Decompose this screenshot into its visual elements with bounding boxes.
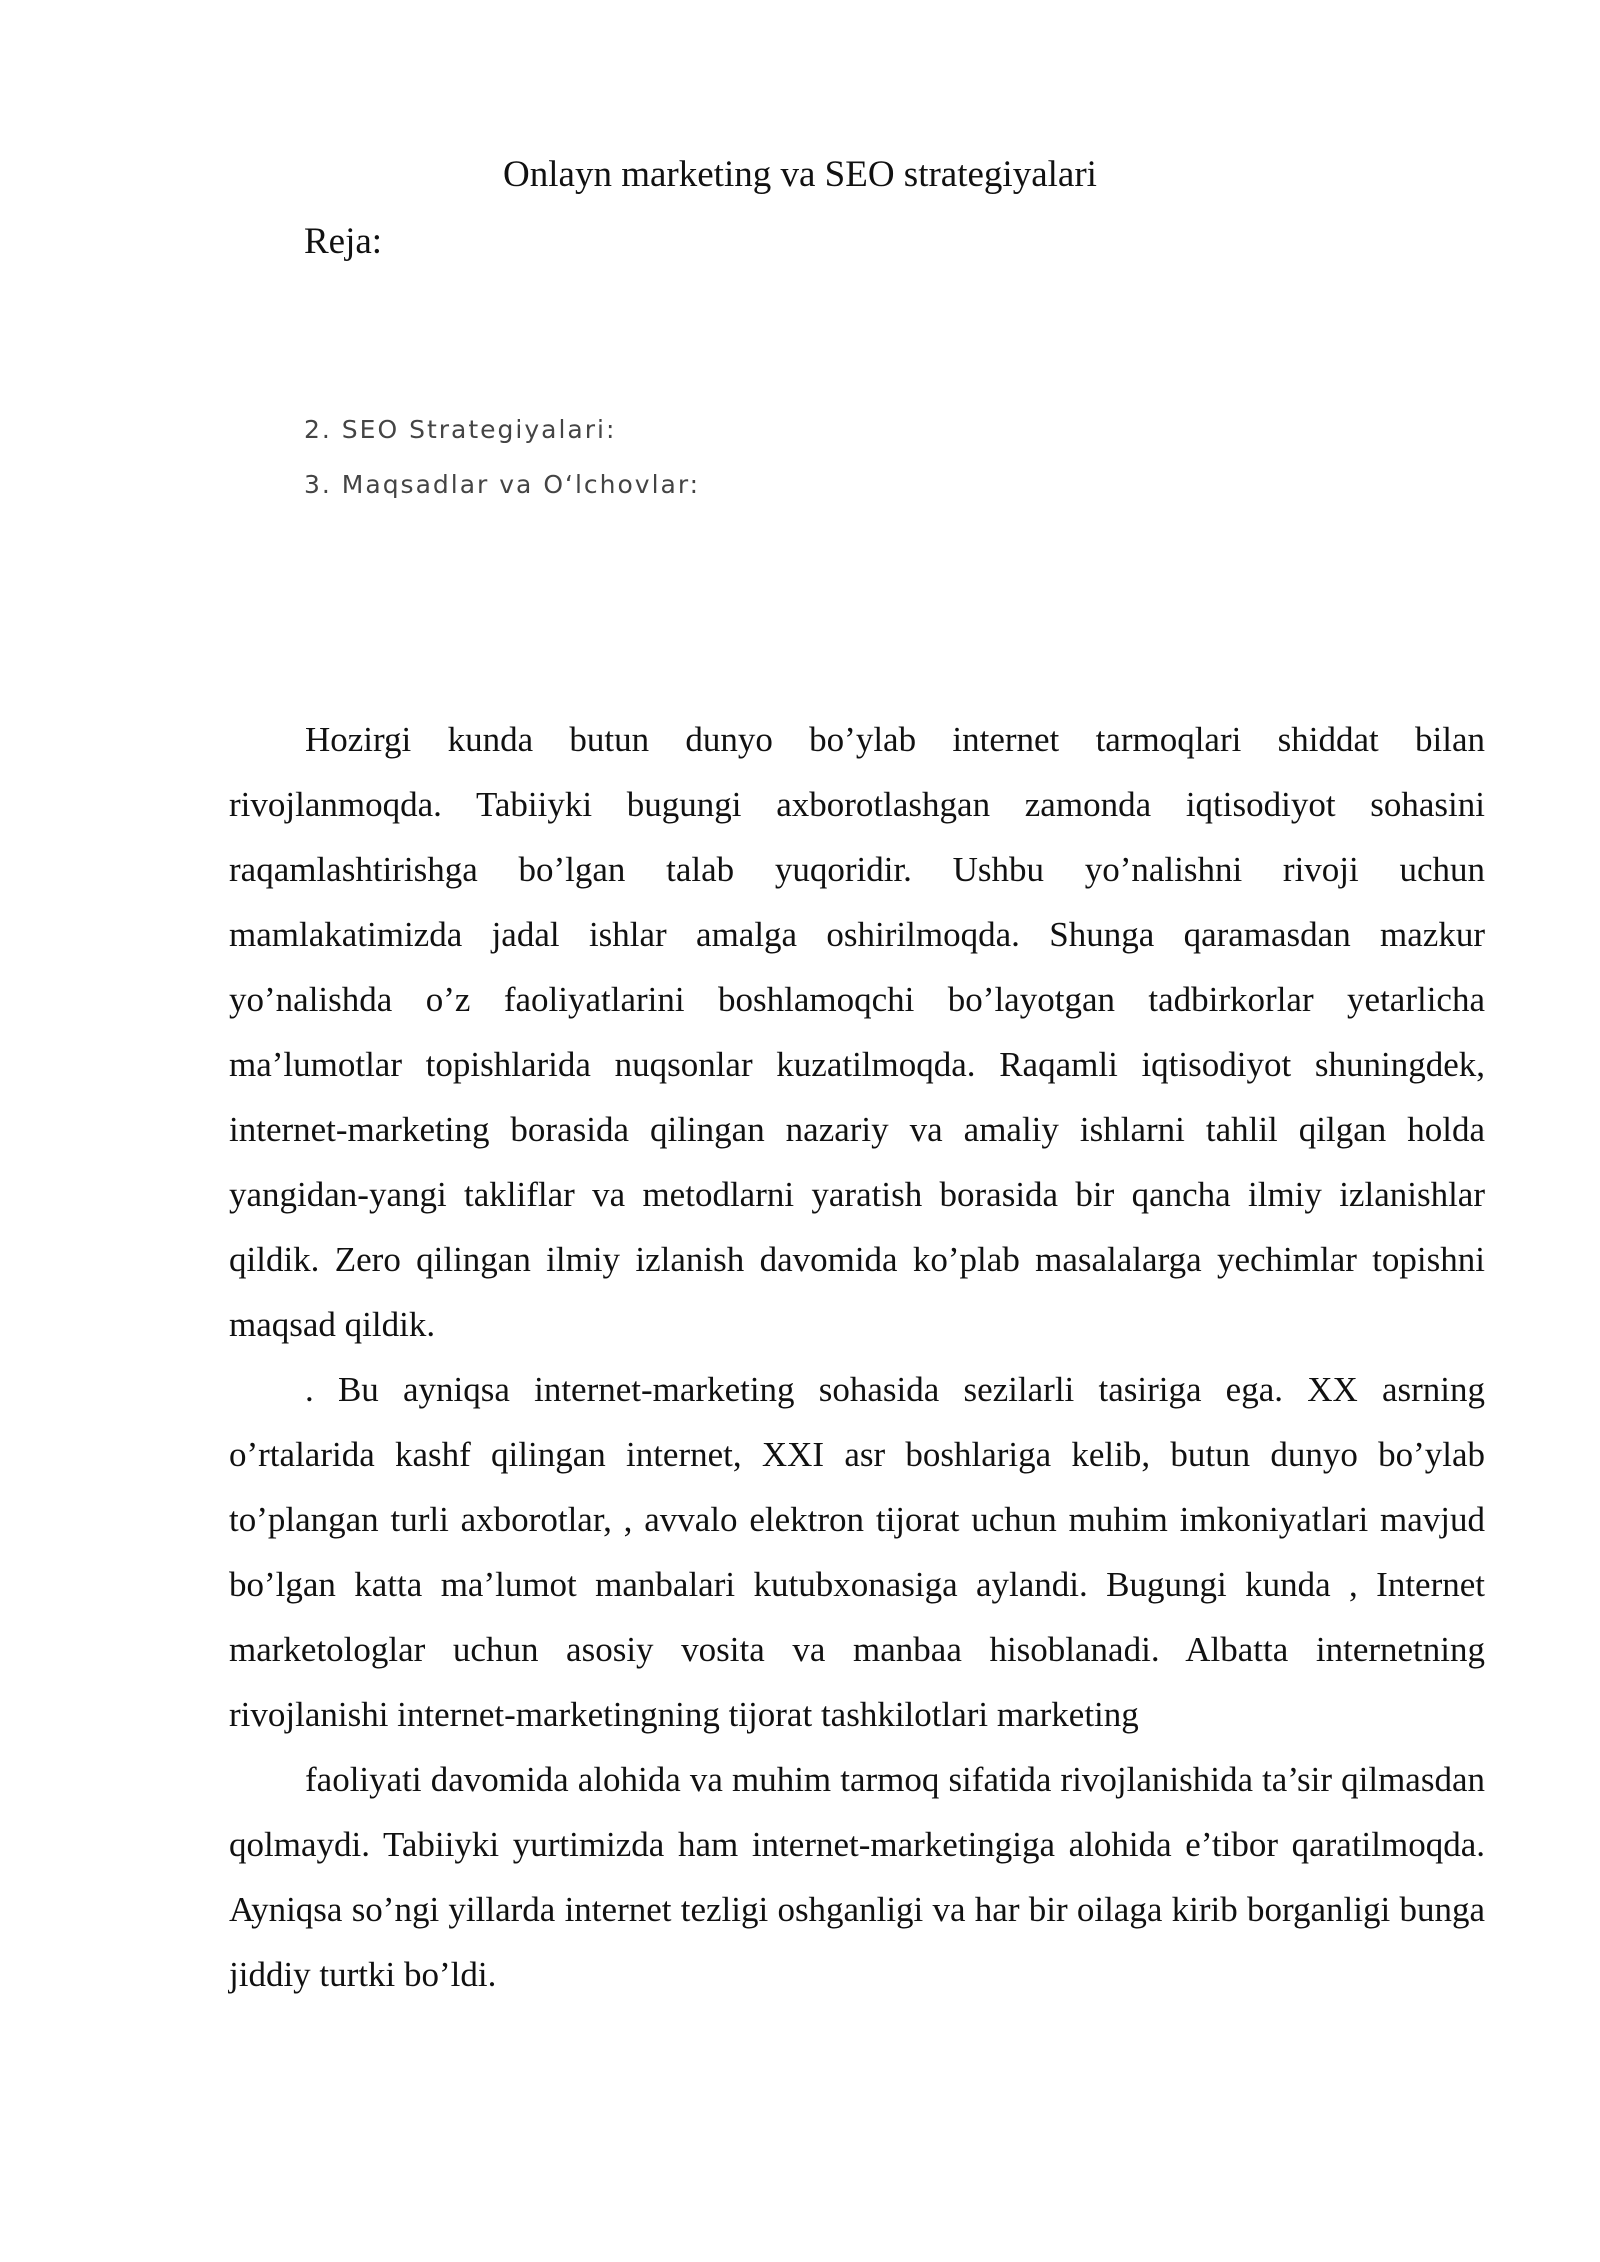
plan-list [304,410,700,520]
body-paragraph: . Bu ayniqsa internet-marketing sohasida sezilarli tasiriga ega. XX asrning o’rtalarida kashf qilingan internet, XXI asr boshlariga kelib, butun dunyo bo’ylab to’plangan turli axborotlar, , avvalo elektron tijorat uchun muhim imkoniyatlari mavjud bo’lgan katta ma’lumot manbalari kutubxonasiga aylandi. Bugungi kunda , Internet marketologlar uchun asosiy vosita va manbaa hisoblanadi. Albatta internetning rivojlanishi internet-marketingning tijorat tashkilotlari marketing [229,1370,1485,1734]
document-body [229,707,1485,2007]
body-paragraph: faoliyati davomida alohida va muhim tarmoq sifatida rivojlanishida ta’sir qilmasdan qolmaydi. Tabiiyki yurtimizda ham internet-marketingiga alohida e’tibor qaratilmoqda. Ayniqsa so’ngi yillarda internet tezligi oshganligi va har bir oilaga kirib borganligi bunga jiddiy turtki bo’ldi. [229,1760,1485,1994]
document-title: Onlayn marketing va SEO strategiyalari [503,154,1097,195]
plan-item: 3. Maqsadlar va O‘lchovlar: [304,470,701,499]
plan-item: 2. SEO Strategiyalari: [304,415,617,444]
plan-heading: Reja: [304,221,383,262]
body-paragraph: Hozirgi kunda butun dunyo bo’ylab internet tarmoqlari shiddat bilan rivojlanmoqda. Tabiiyki bugungi axborotlashgan zamonda iqtisodiyot sohasini raqamlashtirishga bo’lgan talab yuqoridir. Ushbu yo’nalishni rivoji uchun mamlakatimizda jadal ishlar amalga oshirilmoqda. Shunga qaramasdan mazkur yo’nalishda o’z faoliyatlarini boshlamoqchi bo’layotgan tadbirkorlar yetarlicha ma’lumotlar topishlarida nuqsonlar kuzatilmoqda. Raqamli iqtisodiyot shuningdek, internet-marketing borasida qilingan nazariy va amaliy ishlarni tahlil qilgan holda yangidan-yangi takliflar va metodlarni yaratish borasida bir qancha ilmiy izlanishlar qildik. Zero qilingan ilmiy izlanish davomida ko’plab masalalarga yechimlar topishni maqsad qildik. [229,720,1485,1344]
